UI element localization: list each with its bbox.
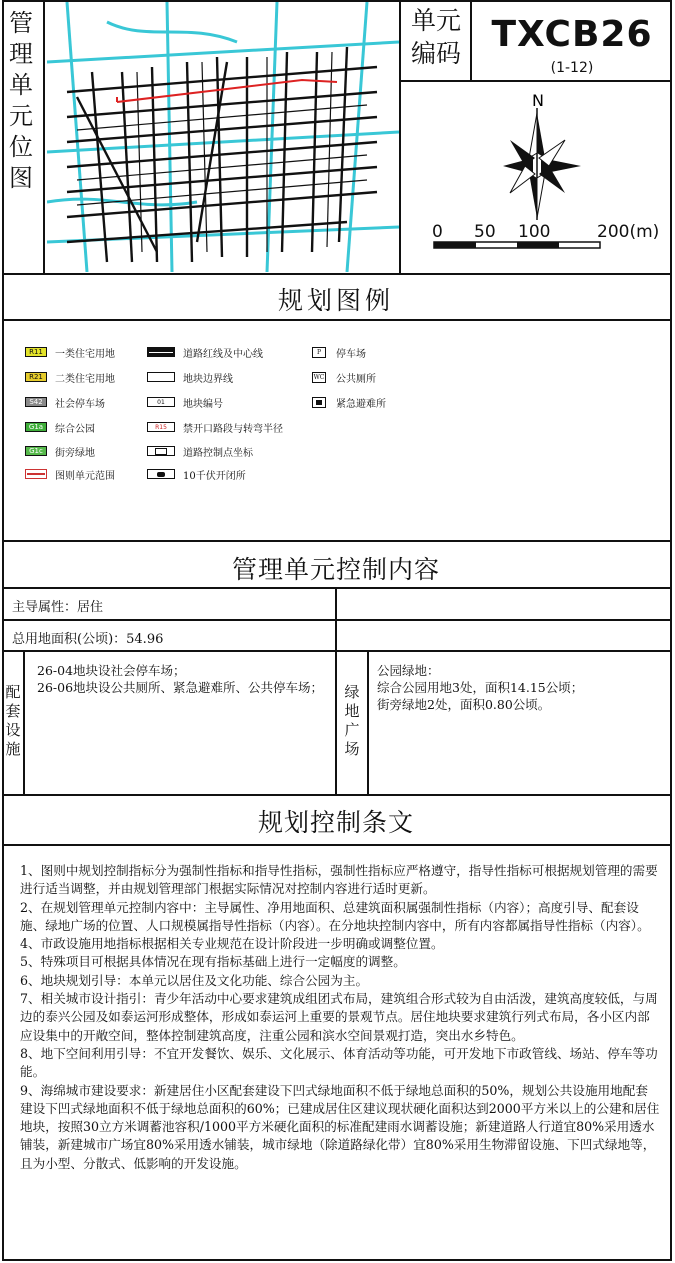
scale-bar: [432, 222, 660, 256]
unit-label-line1: 单元: [410, 6, 461, 35]
unit-code: TXCB26: [491, 14, 653, 55]
north-label: N: [532, 91, 544, 110]
legend-swatch: [147, 347, 175, 357]
legend-label: 综合公园: [55, 423, 95, 435]
scale-label-50: 50: [474, 222, 496, 242]
green-line: 综合公园用地3处，面积14.15公顷；: [377, 680, 584, 695]
divider: [23, 650, 25, 795]
legend-swatch: R11: [25, 347, 47, 357]
north-arrow-icon: [495, 88, 595, 228]
legend-label: 道路红线及中心线: [183, 348, 263, 360]
control-title: 管理单元控制内容: [231, 555, 440, 584]
clause-item: 7、相关城市设计指引：青少年活动中心要求建筑成组团式布局，建筑组合形式较为自由活泼，建筑高度较低，与周边的泰兴公园及如泰运河形成整体，形成如泰运河上重要的景观节点。居住地块要求建筑行列式布局，各小区内部应设集中的开敞空间，整体控制建筑高度，注重公园和滨水空间景观打造，突出水乡特色。: [20, 991, 658, 1043]
green-label: 绿地广场: [344, 683, 360, 758]
divider: [367, 650, 369, 795]
legend-label: 二类住宅用地: [55, 373, 115, 385]
clauses-title: 规划控制条文: [257, 808, 414, 837]
legend-label: 地块边界线: [183, 373, 233, 385]
divider: [2, 794, 672, 796]
total-area: 总用地面积(公顷)：54.96: [12, 632, 164, 647]
divider: [43, 0, 45, 275]
legend-swatch: R21: [25, 372, 47, 382]
unit-code-label: [404, 4, 468, 70]
unit-label-line2: 编码: [410, 39, 461, 68]
clause-item: 5、特殊项目可根据具体情况在现有指标基础上进行一定幅度的调整。: [20, 954, 406, 970]
clauses-list: [20, 862, 660, 1173]
legend-swatch: S42: [25, 397, 47, 407]
legend-label: 禁开口路段与转弯半径: [183, 423, 283, 435]
clause-item: 1、图则中规划控制指标分为强制性指标和指导性指标，强制性指标应严格遵守，指导性指标可根据规划管理的需要进行适当调整，并由规划管理部门根据实际情况对控制内容进行适时更新。: [20, 863, 658, 897]
unit-sub: (1-12): [550, 60, 594, 76]
location-label: 管理单元位图: [9, 9, 33, 192]
legend-item-parking: [312, 345, 366, 359]
legend-swatch: 01: [147, 397, 175, 407]
facilities-content: [37, 662, 337, 696]
legend-item-toilet: [312, 370, 376, 384]
parking-icon: P: [312, 347, 326, 358]
scale-label-0: 0: [432, 222, 443, 242]
legend-label: 停车场: [336, 348, 366, 360]
legend-item-road: [147, 345, 263, 359]
legend-item-g1c: [25, 444, 95, 458]
scale-label-200: 200(m): [597, 222, 660, 242]
clause-item: 4、市政设施用地指标根据相关专业规范在设计阶段进一步明确或调整位置。: [20, 936, 444, 952]
legend-swatch: R15: [147, 422, 175, 432]
clause-item: 2、在规划管理单元控制内容中：主导属性、净用地面积、总建筑面积属强制性指标（内容）；高度引导、配套设施、绿地广场的位置、人口规模属指导性指标（内容）。在分地块控制内容中，所有内容都属指导性指标（内容）。: [20, 899, 650, 933]
green-content: [377, 662, 667, 713]
legend-item-r21: [25, 370, 115, 384]
divider: [2, 650, 672, 652]
divider: [470, 0, 472, 82]
legend-item-control-point: [147, 444, 253, 458]
divider: [2, 540, 672, 542]
divider: [2, 273, 672, 275]
legend-swatch: G1a: [25, 422, 47, 432]
legend-swatch: [147, 446, 175, 456]
divider: [2, 844, 672, 846]
legend-item-plot-number: [147, 395, 223, 409]
legend-label: 社会停车场: [55, 398, 105, 410]
switch-station-icon: [147, 469, 175, 479]
facilities-line: 26-04地块设社会停车场；: [37, 663, 186, 678]
legend-item-switch-station: [147, 467, 246, 481]
scale-label-100: 100: [518, 222, 551, 242]
green-line: 街旁绿地2处，面积0.80公顷。: [377, 697, 551, 712]
legend-swatch: G1c: [25, 446, 47, 456]
legend-item-s42: [25, 395, 105, 409]
legend-label: 一类住宅用地: [55, 348, 115, 360]
divider: [399, 80, 671, 82]
legend-item-unit-boundary: [25, 467, 115, 481]
location-map: [47, 2, 399, 272]
legend-label: 公共厕所: [336, 373, 376, 385]
legend-item-r11: [25, 345, 115, 359]
divider: [2, 587, 672, 589]
legend-label: 道路控制点坐标: [183, 447, 253, 459]
divider: [399, 0, 401, 275]
road-network-map: [47, 2, 399, 272]
legend-swatch: [147, 372, 175, 382]
legend-item-plot-boundary: [147, 370, 233, 384]
divider: [2, 619, 672, 621]
legend-item-no-opening: [147, 420, 283, 434]
shelter-icon: [312, 397, 326, 408]
legend-label: 图则单元范围: [55, 470, 115, 482]
legend-title: 规划图例: [277, 286, 394, 315]
leading-attribute: 主导属性：居住: [12, 600, 104, 615]
legend-item-g1a: [25, 420, 95, 434]
clause-item: 8、地下空间利用引导：不宜开发餐饮、娱乐、文化展示、体育活动等功能，可开发地下市政管线、场站、停车等功能。: [20, 1045, 658, 1080]
legend-label: 10千伏开闭所: [183, 470, 246, 482]
toilet-icon: WC: [313, 373, 325, 381]
legend-label: 地块编号: [183, 398, 223, 410]
legend-label: 紧急避难所: [336, 398, 386, 410]
clause-item: 9、海绵城市建设要求：新建居住小区配套建设下凹式绿地面积不低于绿地总面积的50%，规划公共设施用地配套建设下凹式绿地面积不低于绿地总面积的60%；已建成居住区建议现状硬化面积达到2000平方米以上的公建和居住地块，按照30立方米调蓄池容积/1000平方米硬化面积的标准配建雨水调蓄设施；新建道路人行道宜80%采用透水铺装，新建城市广场宜80%采用透水铺装，城市绿地（除道路绿化带）宜80%采用生物滞留设施、下凹式绿地等，且为小型、分散式、低影响的开发设施。: [20, 1082, 660, 1171]
green-line: 公园绿地：: [377, 663, 440, 678]
divider: [2, 319, 672, 321]
facilities-line: 26-06地块设公共厕所、紧急避难所、公共停车场；: [37, 680, 324, 695]
facilities-label: 配套设施: [5, 683, 21, 758]
legend-swatch: [25, 469, 47, 479]
legend-item-shelter: [312, 395, 386, 409]
clause-item: 6、地块规划引导：本单元以居住及文化功能、综合公园为主。: [20, 972, 369, 988]
legend-label: 街旁绿地: [55, 447, 95, 459]
